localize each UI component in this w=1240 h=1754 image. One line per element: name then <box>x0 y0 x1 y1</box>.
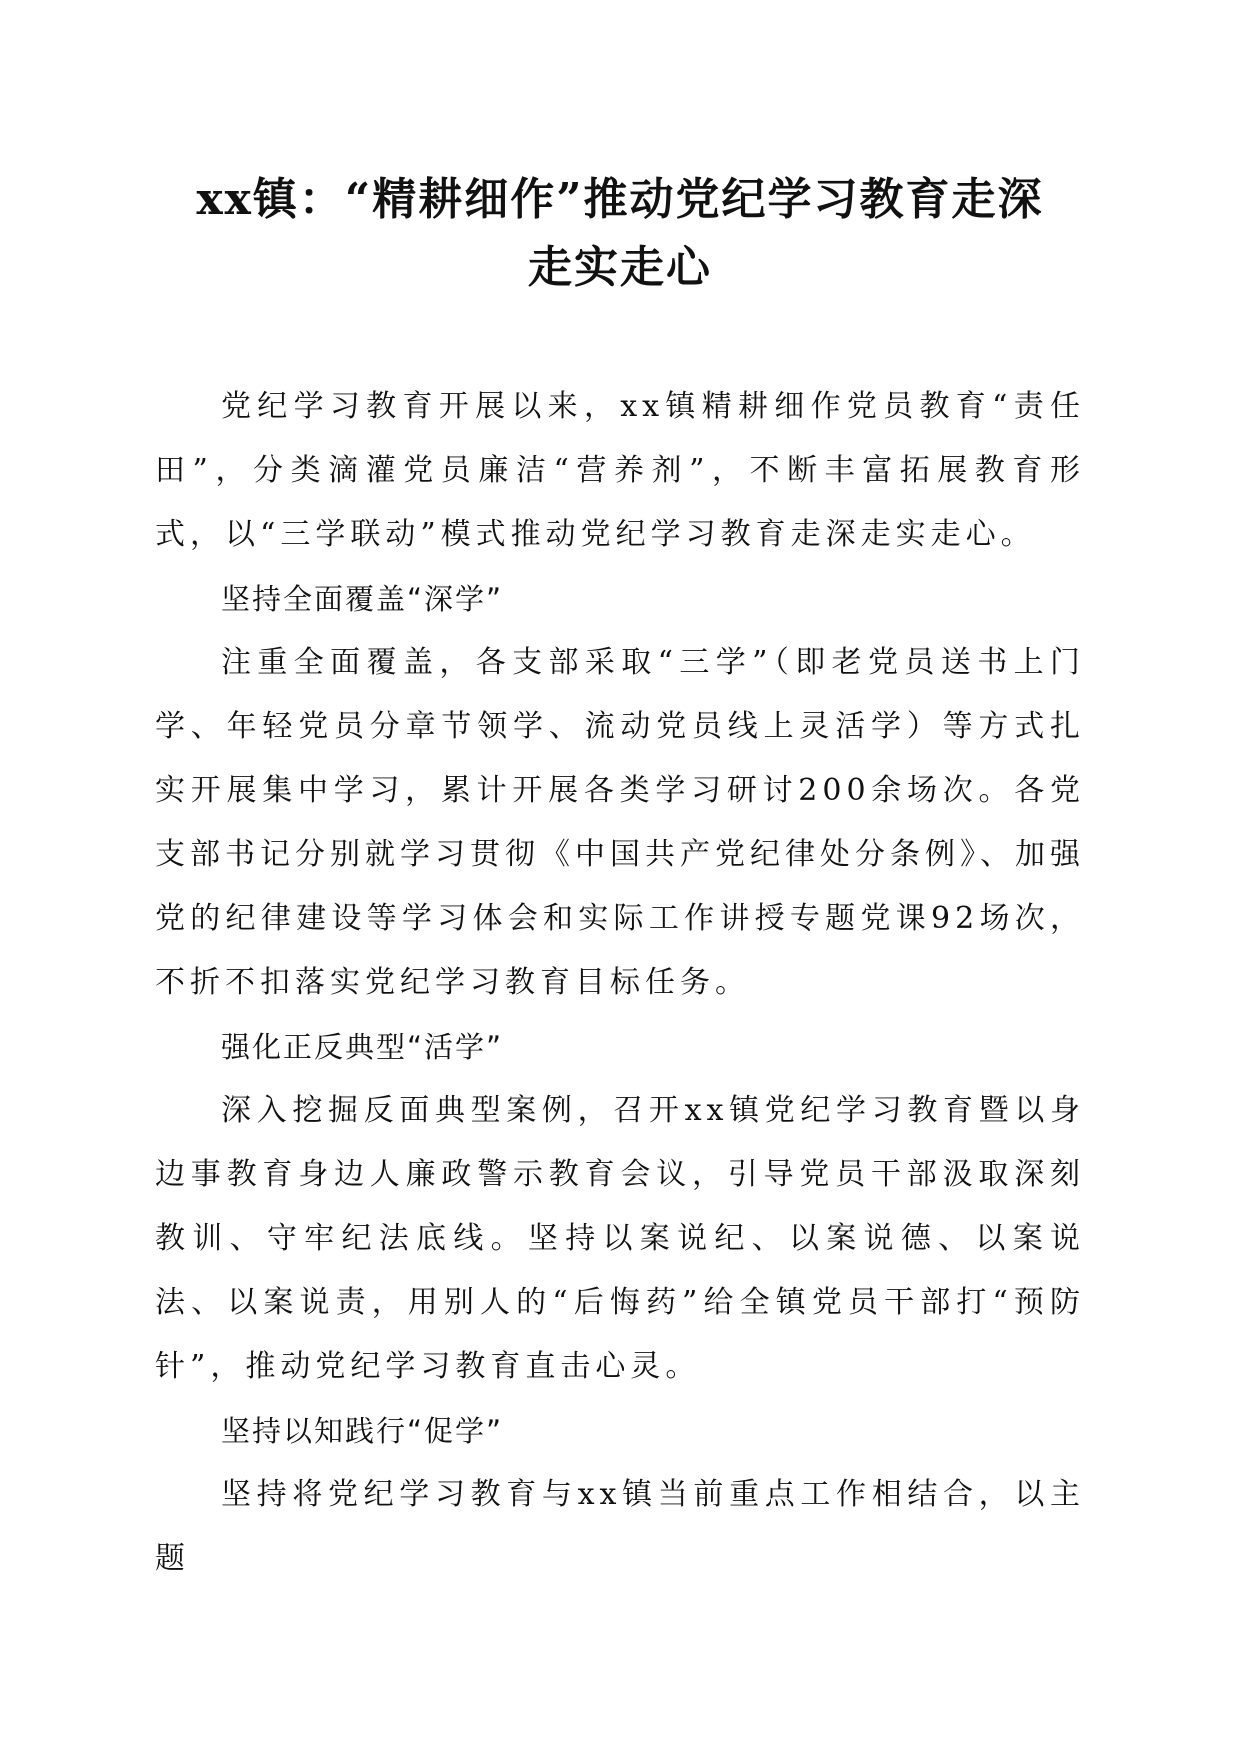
page-title <box>120 166 1120 302</box>
section-heading-live-study: 强化正反典型“活学” <box>221 1030 504 1064</box>
section-heading-deep-study: 坚持全面覆盖“深学” <box>221 582 504 616</box>
title-line-1: xx镇：“精耕细作”推动党纪学习教育走深 <box>196 174 1044 225</box>
section-paragraph-promote-study: 坚持将党纪学习教育与xx镇当前重点工作相结合，以主题 <box>155 1477 1085 1576</box>
section-paragraph-deep-study: 注重全面覆盖，各支部采取“三学”（即老党员送书上门学、年轻党员分章节领学、流动党员线上灵活学）等方式扎实开展集中学习，累计开展各类学习研讨200余场次。各党支部书记分别就学习贯彻《中国共产党纪律处分条例》、加强党的纪律建设等学习体会和实际工作讲授专题党课92场次，不折不扣落实党纪学习教育目标任务。 <box>155 645 1085 1000</box>
title-line-2: 走实走心 <box>528 242 712 293</box>
document-body <box>155 375 1085 1591</box>
section-heading-promote-study: 坚持以知践行“促学” <box>221 1414 504 1448</box>
intro-paragraph: 党纪学习教育开展以来，xx镇精耕细作党员教育“责任田”，分类滴灌党员廉洁“营养剂”，不断丰富拓展教育形式，以“三学联动”模式推动党纪学习教育走深走实走心。 <box>155 389 1085 552</box>
section-paragraph-live-study: 深入挖掘反面典型案例，召开xx镇党纪学习教育暨以身边事教育身边人廉政警示教育会议，引导党员干部汲取深刻教训、守牢纪法底线。坚持以案说纪、以案说德、以案说法、以案说责，用别人的“后悔药”给全镇党员干部打“预防针”，推动党纪学习教育直击心灵。 <box>155 1093 1085 1384</box>
